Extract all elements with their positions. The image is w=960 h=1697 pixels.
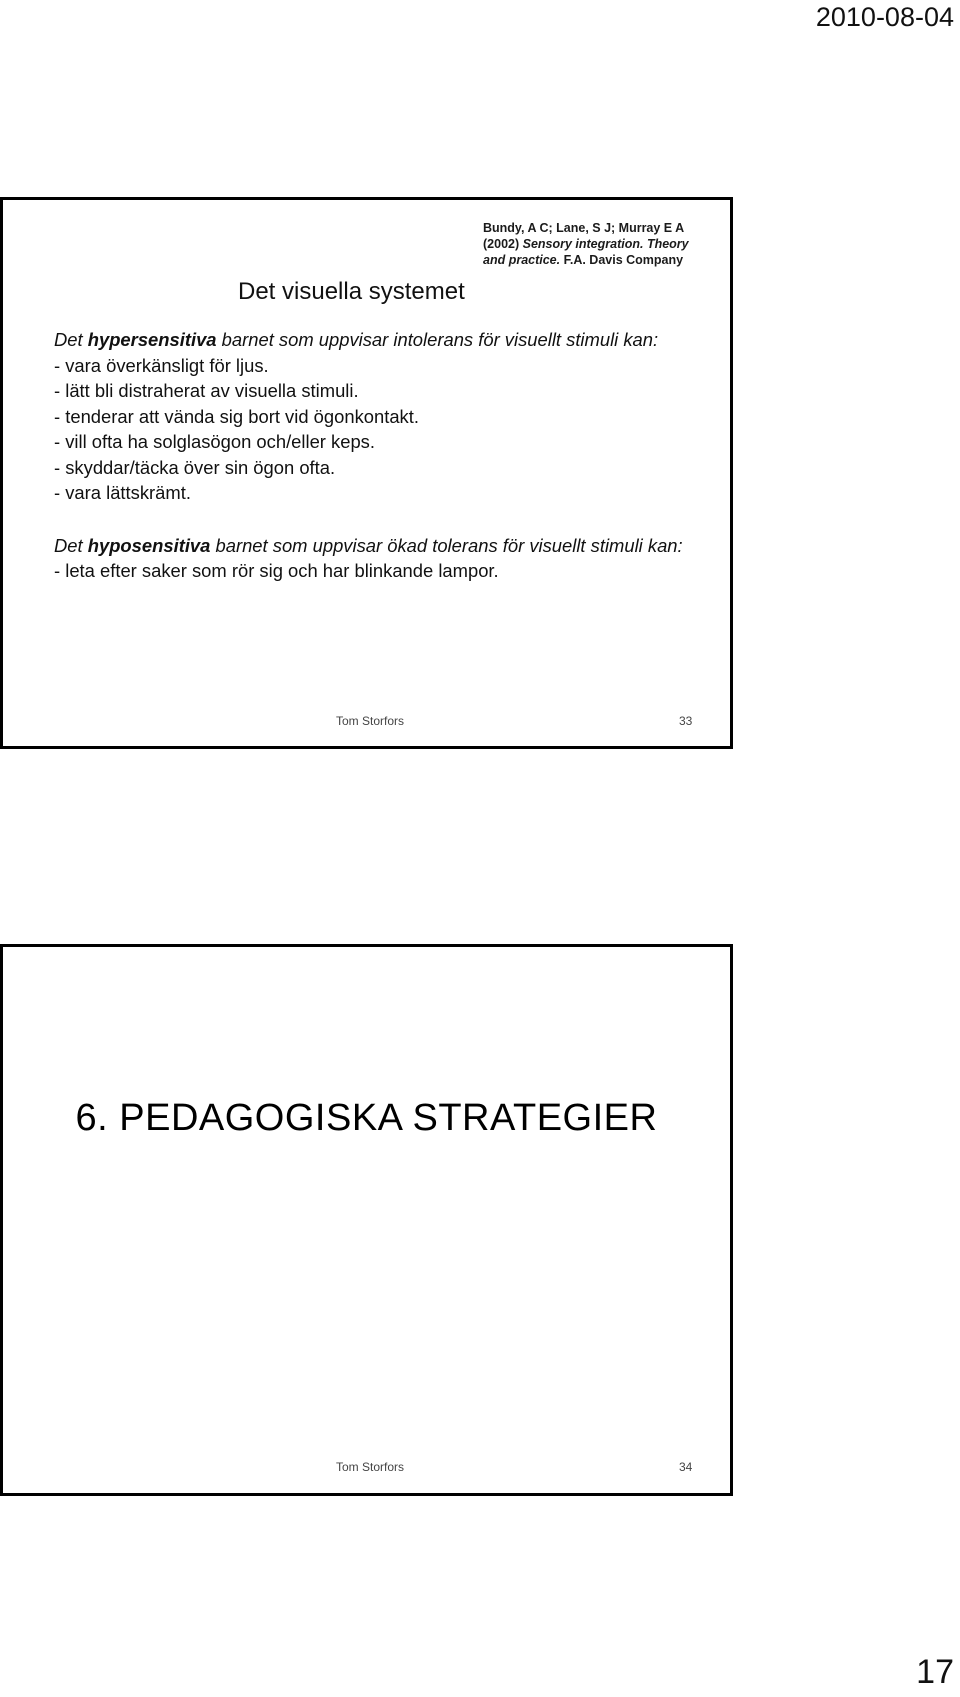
slide-34 <box>0 944 733 1496</box>
list-item: - skyddar/täcka över sin ögon ofta. <box>54 456 336 478</box>
list-item: - lätt bli distraherat av visuella stimuli. <box>54 380 359 401</box>
citation-line-1: Bundy, A C; Lane, S J; Murray E A <box>483 221 685 235</box>
citation-line-3 <box>483 252 733 268</box>
list-item: - tenderar att vända sig bort vid ögonkontakt. <box>54 405 419 427</box>
hyper-intro-bold: hypersensitiva <box>87 329 217 350</box>
hyper-intro-suffix: barnet som uppvisar intolerans för visuellt stimuli kan: <box>216 329 659 350</box>
citation <box>483 220 733 268</box>
slide-title: Det visuella systemet <box>238 278 465 305</box>
list-item: - vill ofta ha solglasögon och/eller keps. <box>54 431 375 452</box>
hypo-intro-suffix: barnet som uppvisar ökad tolerans för visuellt stimuli kan: <box>210 534 683 556</box>
list-item: - leta efter saker som rör sig och har blinkande lampor. <box>54 560 499 581</box>
citation-book-title: Sensory integration. Theory <box>522 237 689 251</box>
hyper-intro <box>54 327 714 353</box>
hypo-intro <box>54 533 714 559</box>
page-number: 17 <box>916 1653 954 1691</box>
citation-book-title-end: and practice. <box>483 253 561 267</box>
spacer <box>54 506 714 533</box>
list-item: - vara lättskrämt. <box>54 482 191 503</box>
slide-footer-number: 34 <box>679 1460 693 1474</box>
slide-33 <box>0 197 733 749</box>
hyper-intro-prefix: Det <box>54 329 88 350</box>
slide-footer-number: 33 <box>679 714 693 728</box>
citation-publisher: F.A. Davis Company <box>560 253 684 267</box>
slide-footer-author: Tom Storfors <box>336 714 405 728</box>
slide-title: 6. PEDAGOGISKA STRATEGIER <box>75 1097 658 1139</box>
citation-line-2 <box>483 236 733 252</box>
header-date: 2010-08-04 <box>815 2 954 32</box>
slide-body <box>54 327 714 584</box>
slide-footer-author: Tom Storfors <box>336 1460 405 1474</box>
hypo-intro-prefix: Det <box>54 534 88 556</box>
citation-year: (2002) <box>483 237 523 251</box>
list-item: - vara överkänsligt för ljus. <box>54 354 269 376</box>
hypo-intro-bold: hyposensitiva <box>87 534 211 556</box>
